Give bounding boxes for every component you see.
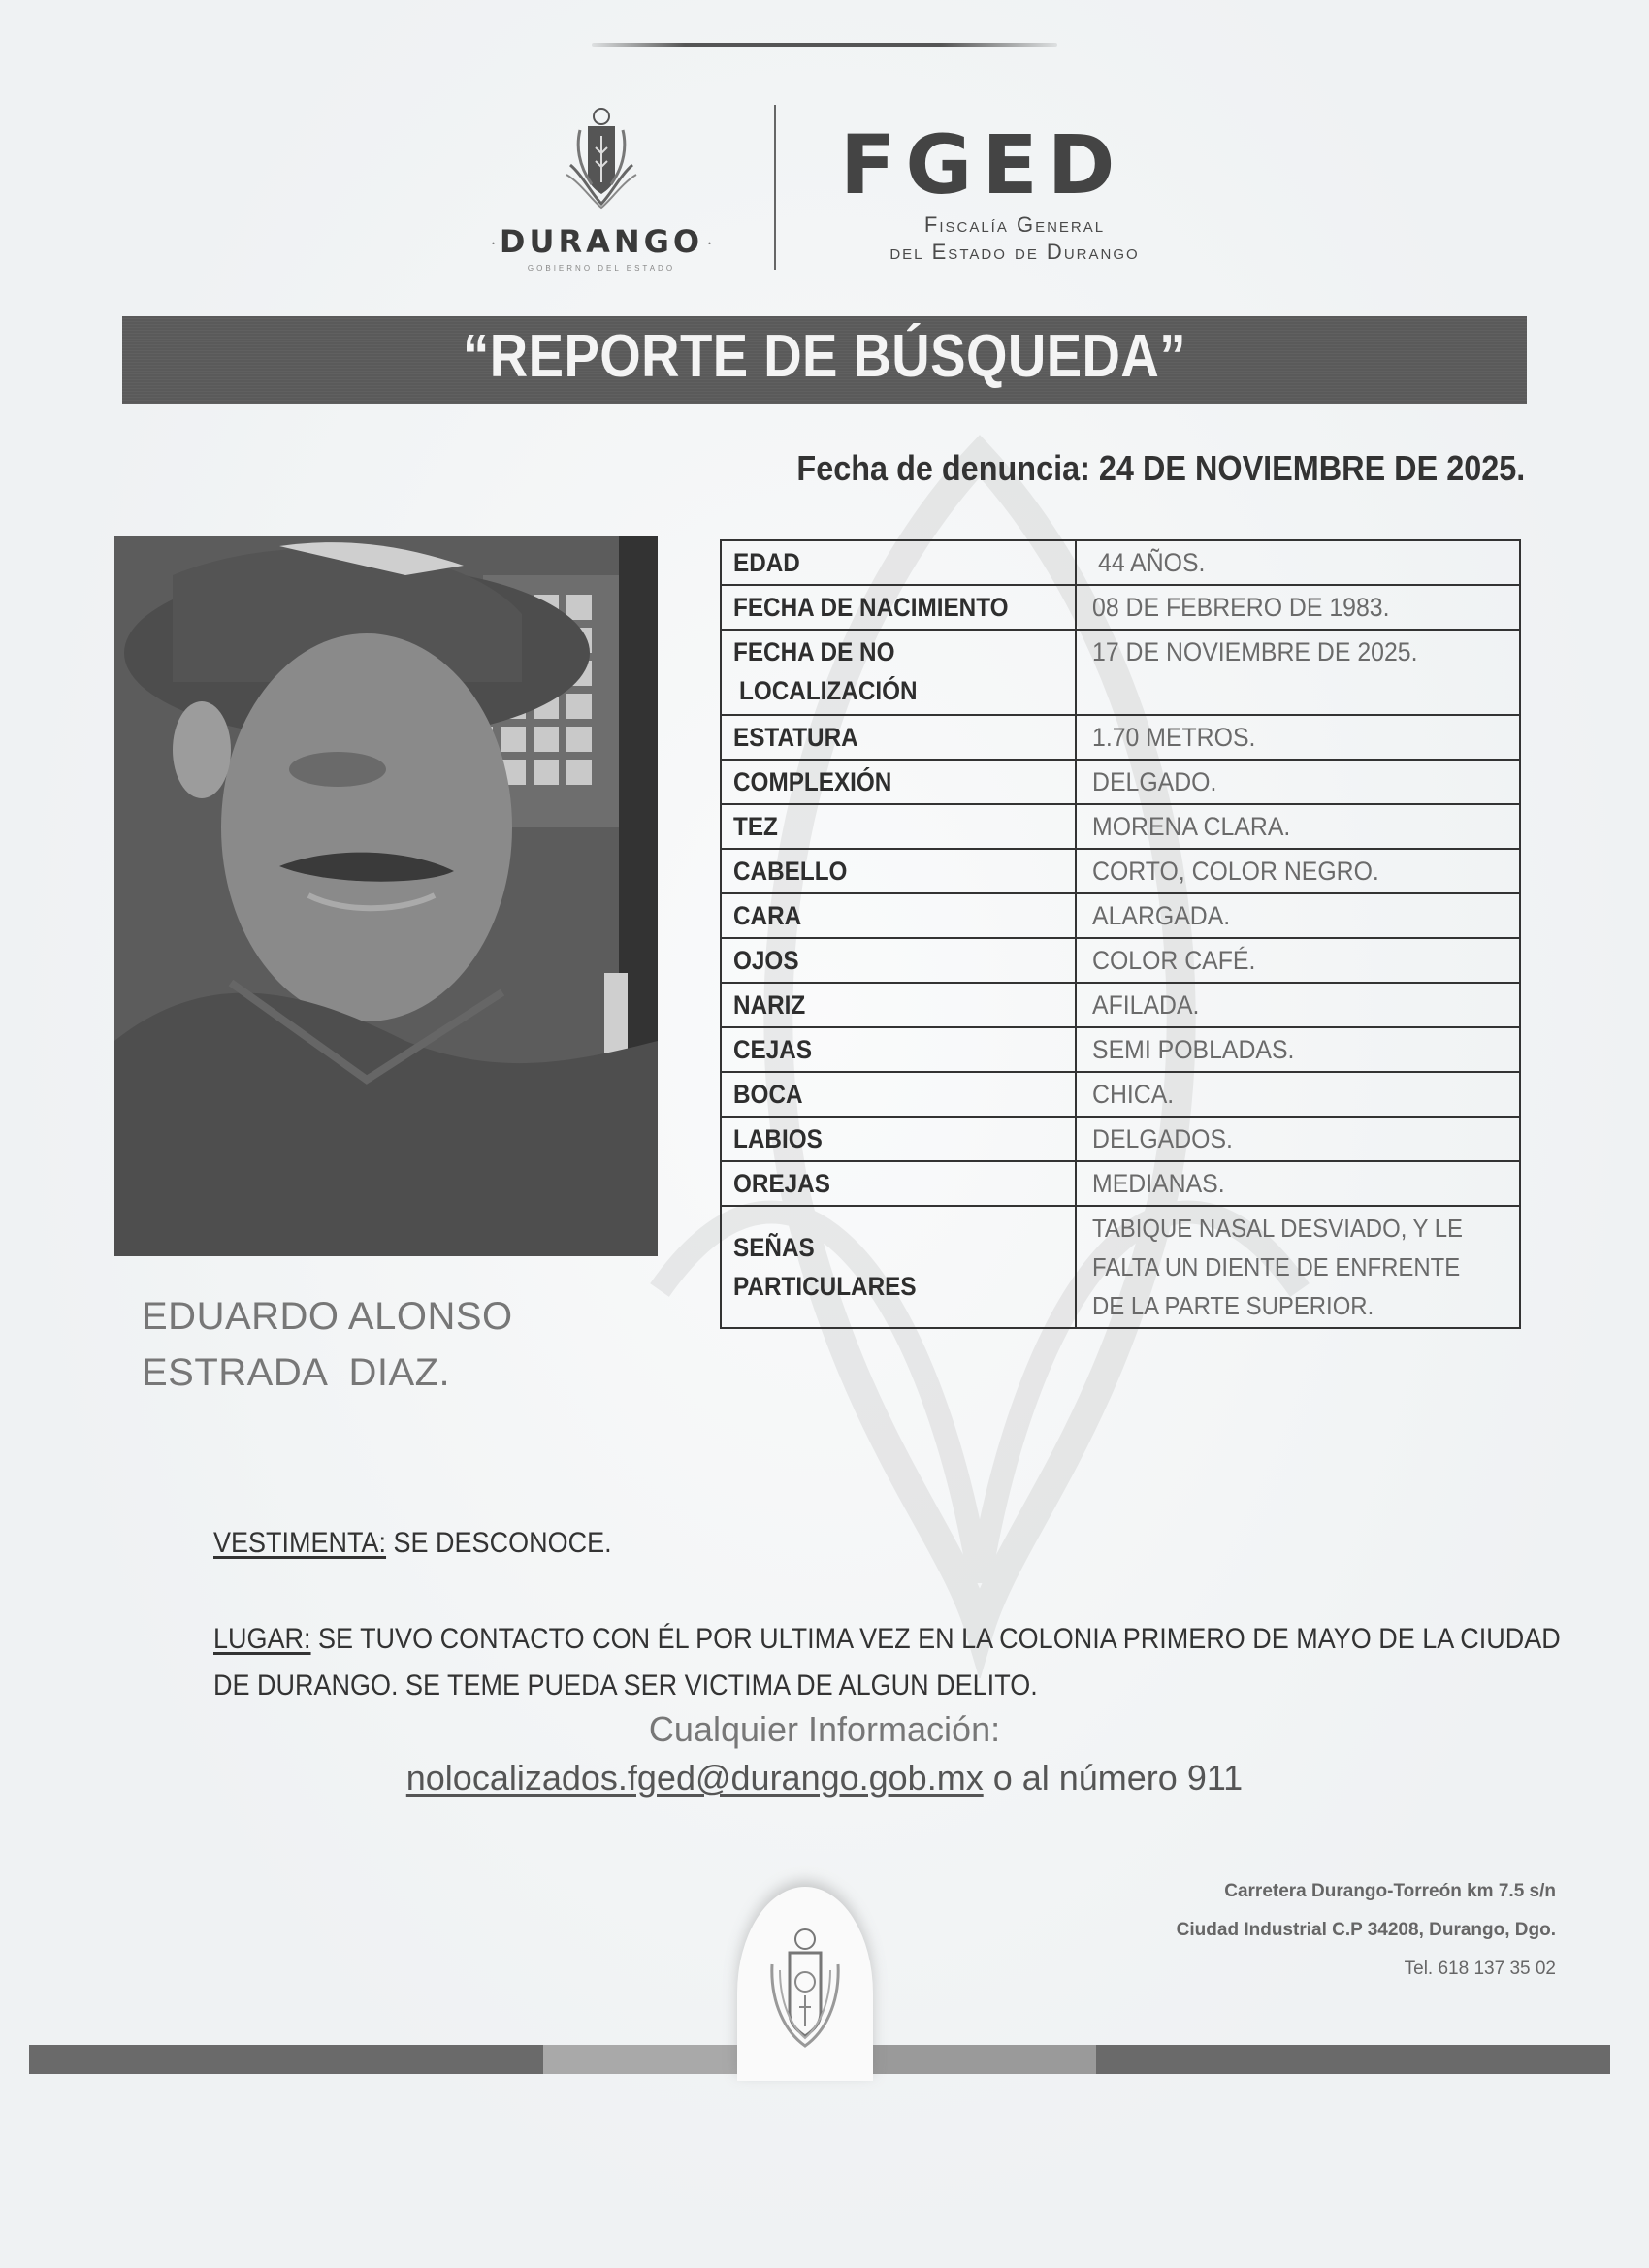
footer-phone: Tel. 618 137 35 02 — [1404, 1959, 1556, 1979]
detail-label: NARIZ — [733, 990, 806, 1020]
detail-value: 44 AÑOS. — [1098, 548, 1206, 577]
detail-label: OJOS — [733, 946, 799, 975]
person-name-line2: ESTRADA DIAZ. — [142, 1351, 451, 1394]
footer-address — [1177, 1872, 1556, 1989]
detail-label: FECHA DE NO — [733, 637, 895, 666]
table-row — [721, 849, 1520, 893]
place-label: LUGAR: — [213, 1623, 311, 1655]
report-date — [796, 448, 1525, 489]
detail-label: CABELLO — [733, 857, 848, 886]
fged-acronym: FGED — [840, 117, 1125, 212]
report-title: “REPORTE DE BÚSQUEDA” — [463, 323, 1186, 390]
table-row — [721, 540, 1520, 585]
clothing-section — [213, 1527, 612, 1560]
fged-emblem-icon — [760, 1926, 850, 2052]
detail-label: TEZ — [733, 812, 778, 841]
detail-label: COMPLEXIÓN — [733, 767, 892, 796]
contact-email-link[interactable]: nolocalizados.fged@durango.gob.mx — [405, 1758, 984, 1798]
fged-name — [840, 211, 1189, 266]
detail-value: SEMI POBLADAS. — [1092, 1035, 1295, 1064]
fged-name-line1: Fiscalía General — [923, 212, 1106, 237]
detail-label: EDAD — [733, 548, 800, 577]
report-date-value: 24 DE NOVIEMBRE DE 2025. — [1098, 448, 1525, 488]
contact-heading: Cualquier Información: — [648, 1709, 1001, 1749]
detail-value: AFILADA. — [1092, 990, 1200, 1020]
detail-value: DELGADO. — [1092, 767, 1217, 796]
clothing-value: SE DESCONOCE. — [386, 1527, 612, 1559]
address-line1: Carretera Durango-Torreón km 7.5 s/n — [1224, 1881, 1556, 1901]
detail-value: DELGADOS. — [1092, 1124, 1233, 1153]
detail-label: FECHA DE NACIMIENTO — [733, 593, 1009, 622]
person-name — [142, 1288, 513, 1401]
table-row — [721, 893, 1520, 938]
table-row — [721, 630, 1520, 715]
table-row — [721, 1117, 1520, 1161]
detail-label: LABIOS — [733, 1124, 823, 1153]
person-details-table — [720, 539, 1521, 1329]
detail-value: MORENA CLARA. — [1092, 812, 1291, 841]
table-row — [721, 760, 1520, 804]
contact-phone-text: o al número 911 — [983, 1758, 1244, 1798]
detail-label: SEÑAS — [733, 1233, 815, 1262]
detail-value: CORTO, COLOR NEGRO. — [1092, 857, 1379, 886]
durango-wordmark: • DURANGO • — [491, 223, 712, 260]
table-row — [721, 983, 1520, 1027]
clothing-label: VESTIMENTA: — [213, 1527, 387, 1559]
table-row — [721, 1161, 1520, 1206]
detail-value: COLOR CAFÉ. — [1092, 946, 1256, 975]
detail-value: FALTA UN DIENTE DE ENFRENTE — [1092, 1252, 1461, 1281]
detail-value: TABIQUE NASAL DESVIADO, Y LE — [1092, 1214, 1463, 1243]
detail-label: BOCA — [733, 1080, 803, 1109]
table-row — [721, 1027, 1520, 1072]
address-line2: Ciudad Industrial C.P 34208, Durango, Dgo. — [1176, 1920, 1556, 1940]
fged-name-line2: del Estado de Durango — [889, 240, 1140, 264]
footer-stripe-left-light — [543, 2045, 737, 2074]
detail-label: OREJAS — [733, 1169, 830, 1198]
header-divider — [774, 105, 776, 270]
table-row — [721, 1206, 1520, 1328]
detail-label: CEJAS — [733, 1035, 813, 1064]
detail-value: DE LA PARTE SUPERIOR. — [1092, 1291, 1374, 1320]
top-rule — [592, 43, 1057, 47]
table-row — [721, 585, 1520, 630]
durango-coat-of-arms-icon — [563, 107, 640, 213]
footer-stripe-right-dark — [1096, 2045, 1610, 2074]
table-row — [721, 1072, 1520, 1117]
detail-value: CHICA. — [1092, 1080, 1175, 1109]
detail-value: MEDIANAS. — [1092, 1169, 1225, 1198]
report-date-label: Fecha de denuncia: — [796, 448, 1090, 488]
place-value: SE TUVO CONTACTO CON ÉL POR ULTIMA VEZ EN LA COLONIA PRIMERO DE MAYO DE LA CIUDAD DE DURANGO. SE TEME PUEDA SER VICTIMA DE ALGUN DELITO. — [213, 1623, 1561, 1701]
detail-value: ALARGADA. — [1092, 901, 1231, 930]
durango-word: DURANGO — [499, 223, 704, 260]
detail-value: 08 DE FEBRERO DE 1983. — [1092, 593, 1390, 622]
person-name-line1: EDUARDO ALONSO — [142, 1295, 513, 1338]
detail-label: CARA — [733, 901, 802, 930]
footer-stripe-left-dark — [29, 2045, 543, 2074]
table-row — [721, 715, 1520, 760]
report-title-banner — [122, 316, 1527, 404]
table-row — [721, 804, 1520, 849]
durango-state-logo — [456, 97, 747, 272]
detail-label: LOCALIZACIÓN — [739, 676, 918, 705]
detail-value: 17 DE NOVIEMBRE DE 2025. — [1092, 637, 1418, 666]
detail-value: 1.70 METROS. — [1092, 723, 1256, 752]
table-row — [721, 938, 1520, 983]
detail-label: ESTATURA — [733, 723, 858, 752]
place-section — [213, 1616, 1575, 1709]
contact-line — [0, 1758, 1649, 1798]
missing-person-photo — [114, 536, 658, 1256]
person-photo-image — [114, 536, 658, 1256]
durango-subtitle: GOBIERNO DEL ESTADO — [527, 264, 676, 273]
detail-label: PARTICULARES — [733, 1272, 917, 1301]
